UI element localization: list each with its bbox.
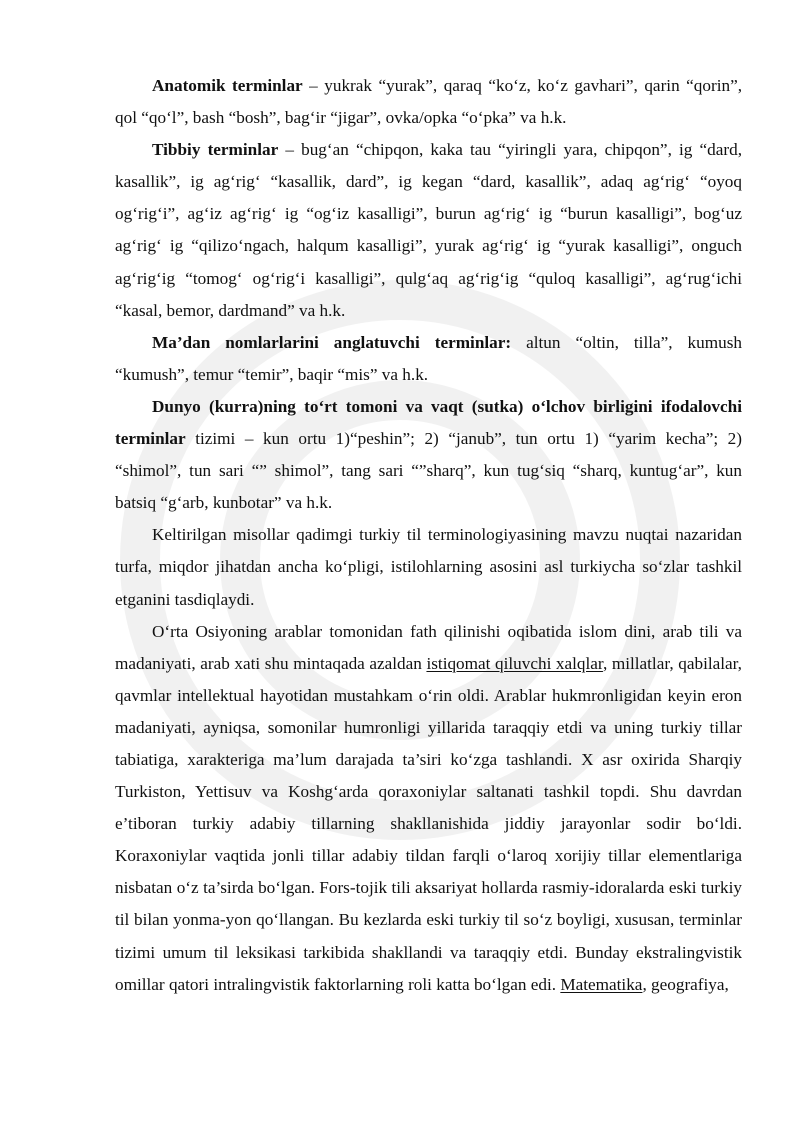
paragraph-central-asia — [115, 616, 742, 1001]
document-page — [115, 70, 742, 1001]
paragraph-mineral-terms — [115, 327, 742, 391]
paragraph-text: – yukrak “yurak”, qaraq “ko‘z, ko‘z gavhari”, qarin “qorin”, qol “qo‘l”, bash “bosh”, bag‘ir “jigar”, ovka/opka “o‘pka” va h.k. — [115, 76, 742, 128]
term-heading: Ma’dan nomlarlarini anglatuvchi terminlar: — [152, 332, 512, 352]
paragraph-text: , millatlar, qabilalar, qavmlar intellektual hayotidan mustahkam o‘rin oldi. Arablar hukmronligidan keyin eron madaniyati, ayniqsa, somonilar humronligi yillarida taraqqiy etdi va uning turkiy tillar tabiatiga, xarakteriga ma’lum darajada ta’siri ko‘zga tashlandi. X asr oxirida Sharqiy Turkiston, Yettisuv va Koshg‘arda qoraxoniylar saltanati tashkil topdi. Shu davrdan e’tiboran turkiy adabiy tillarning shakllanishida jiddiy jarayonlar sodir bo‘ldi. Koraxoniylar vaqtida jonli tillar adabiy tildan farqli o‘laroq xorijiy tillar elementlariga nisbatan o‘z ta’sirda bo‘lgan. Fors-tojik tili aksariyat hollarda rasmiy-idoralarda eski turkiy til bilan yonma-yon qo‘llangan. Bu kezlarda eski turkiy til so‘z boyligi, xususan, terminlar tizimi umum til leksikasi tarkibida shakllandi va taraqqiy etdi. Bunday ekstralingvistik omillar qatori intralingvistik faktorlarning roli katta bo‘lgan edi. — [115, 653, 742, 994]
paragraph-text: – bug‘an “chipqon, kaka tau “yiringli yara, chipqon”, ig “dard, kasallik”, ig ag‘rig‘ “kasallik, dard”, ig kegan “dard, kasallik”, adaq ag‘rig‘ “oyoq og‘rig‘i”, ag‘iz ag‘rig‘ ig “og‘iz kasalligi”, burun ag‘rig‘ ig “burun kasalligi”, bog‘uz ag‘rig‘ ig “qilizo‘ngach, halqum kasalligi”, yurak ag‘rig‘ ig “yurak kasalligi”, onguch ag‘rig‘ig “tomog‘ og‘rig‘i kasalligi”, qulg‘aq ag‘rig‘ig “quloq kasalligi”, ag‘rug‘ichi “kasal, bemor, dardmand” va h.k. — [115, 140, 742, 320]
paragraph-anatomical-terms — [115, 70, 742, 134]
hyperlink-istiqomat[interactable]: istiqomat qiluvchi xalqlar — [426, 653, 603, 673]
paragraph-text: altun “oltin, tilla”, kumush “kumush”, temur “temir”, baqir “mis” va h.k. — [115, 332, 742, 384]
term-heading: Anatomik terminlar — [152, 76, 303, 95]
paragraph-medical-terms — [115, 134, 742, 327]
paragraph-summary — [115, 519, 742, 615]
term-heading: Tibbiy terminlar — [152, 140, 279, 160]
paragraph-text: O‘rta Osiyoning arablar tomonidan fath qilinishi oqibatida islom dini, arab tili va madaniyati, arab xati shu mintaqada azaldan — [115, 621, 742, 673]
hyperlink-matematika[interactable]: Matematika — [560, 974, 643, 994]
paragraph-text: Keltirilgan misollar qadimgi turkiy til terminologiyasining mavzu nuqtai nazaridan turfa, miqdor jihatdan ancha ko‘pligi, istilohlarning asosini asl turkiycha so‘zlar tashkil etganini tasdiqlaydi. — [115, 525, 742, 609]
term-heading: Dunyo (kurra)ning to‘rt tomoni va vaqt (sutka) o‘lchov birligini ifodalovchi terminlar — [115, 396, 742, 449]
paragraph-direction-time-terms — [115, 391, 742, 519]
paragraph-text: , geografiya, — [642, 974, 729, 994]
paragraph-text: tizimi – kun ortu 1)“peshin”; 2) “janub”, tun ortu 1) “yarim kecha”; 2) “shimol”, tun sari “” shimol”, tang sari “”sharq”, kun tug‘siq “sharq, kuntug‘ar”, kun batsiq “g‘arb, kunbotar” va h.k. — [115, 429, 742, 513]
